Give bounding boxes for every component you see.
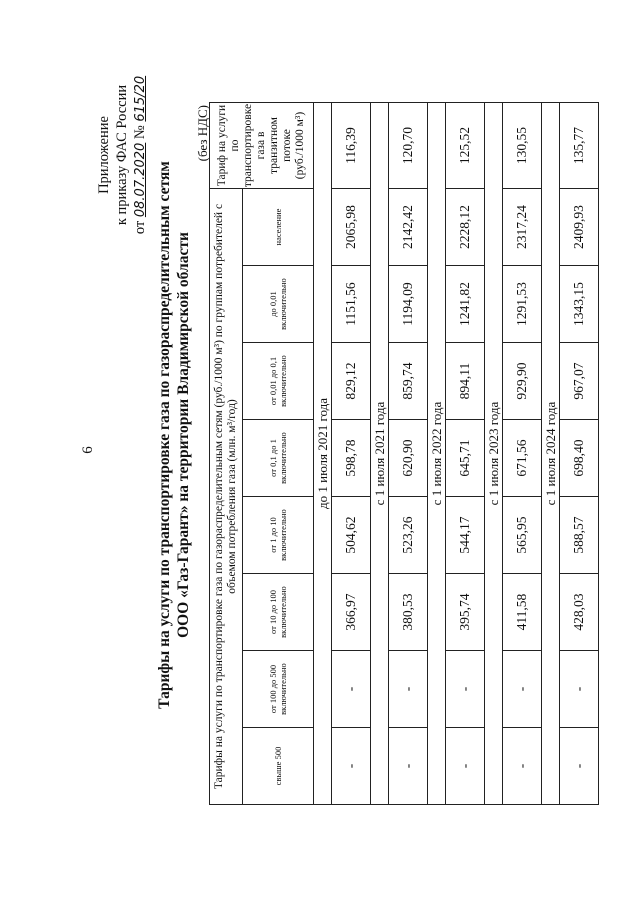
tariff-value: - — [389, 651, 428, 728]
table-row — [332, 103, 371, 805]
appendix-line2: к приказу ФАС России — [114, 84, 130, 226]
period-label: с 1 июля 2024 года — [542, 103, 560, 805]
tariff-value: 698,40 — [560, 420, 599, 497]
tariff-value: 967,07 — [560, 343, 599, 420]
transit-header: Тариф на услуги по транспортировке газа в транзитном потоке (руб./1000 м³) — [210, 103, 314, 189]
tariff-value: 1291,53 — [503, 266, 542, 343]
title-line2: ООО «Газ-Гарант» на территории Владимирской области — [175, 232, 192, 638]
tariff-value: 523,26 — [389, 497, 428, 574]
period-row — [485, 103, 503, 805]
appendix-block — [95, 55, 150, 255]
tariff-value: 1241,82 — [446, 266, 485, 343]
column-header: до 0,01 включительно — [243, 266, 314, 343]
tariff-value: - — [503, 728, 542, 805]
column-header: свыше 500 — [243, 728, 314, 805]
handwritten-date: 08.07.2020 — [133, 142, 148, 218]
tariff-value: - — [503, 651, 542, 728]
column-header: от 100 до 500 включительно — [243, 651, 314, 728]
tariff-value: 395,74 — [446, 574, 485, 651]
tariff-value: 366,97 — [332, 574, 371, 651]
column-header: от 10 до 100 включительно — [243, 574, 314, 651]
title-line1: Тарифы на услуги по транспортировке газа по газораспределительным сетям — [156, 161, 173, 709]
table-row — [503, 103, 542, 805]
tariff-value: 2409,93 — [560, 189, 599, 266]
tariff-value: - — [389, 728, 428, 805]
tariff-value: 2142,42 — [389, 189, 428, 266]
tariff-table — [209, 102, 599, 805]
period-label: с 1 июля 2023 года — [485, 103, 503, 805]
column-header: от 1 до 10 включительно — [243, 497, 314, 574]
period-row — [314, 103, 332, 805]
period-label: до 1 июля 2021 года — [314, 103, 332, 805]
tariff-value: - — [332, 728, 371, 805]
group-header: Тарифы на услуги по транспортировке газа по газораспределительным сетям (руб./1000 м³) по группам потребителей с объемом потребления газа (млн. м³/год) — [210, 189, 243, 805]
tariff-value: 2065,98 — [332, 189, 371, 266]
tariff-value: 1151,56 — [332, 266, 371, 343]
tariff-value: 829,12 — [332, 343, 371, 420]
table-row — [446, 103, 485, 805]
tariff-value: - — [332, 651, 371, 728]
tariff-value: 671,56 — [503, 420, 542, 497]
period-label: с 1 июля 2022 года — [428, 103, 446, 805]
column-header: население — [243, 189, 314, 266]
tariff-value: - — [446, 728, 485, 805]
appendix-from: от — [132, 220, 148, 235]
tariff-value: - — [560, 651, 599, 728]
table-body — [314, 103, 599, 805]
tariff-value: 1343,15 — [560, 266, 599, 343]
tariff-value: 929,90 — [503, 343, 542, 420]
period-row — [428, 103, 446, 805]
tariff-value: 135,77 — [560, 103, 599, 189]
handwritten-number: 615/20 — [133, 75, 148, 122]
table-row — [560, 103, 599, 805]
tariff-value: 428,03 — [560, 574, 599, 651]
number-sign: № — [132, 125, 148, 140]
tariff-value: 380,53 — [389, 574, 428, 651]
document-title — [155, 115, 193, 755]
tariff-value: 544,17 — [446, 497, 485, 574]
period-row — [542, 103, 560, 805]
page-number: 6 — [80, 446, 96, 454]
tariff-value: 620,90 — [389, 420, 428, 497]
column-header-row — [243, 103, 314, 805]
tariff-value: 116,39 — [332, 103, 371, 189]
period-label: с 1 июля 2021 года — [371, 103, 389, 805]
tariff-value: 125,52 — [446, 103, 485, 189]
column-header: от 0,01 до 0,1 включительно — [243, 343, 314, 420]
tariff-value: - — [446, 651, 485, 728]
tariff-value: 565,95 — [503, 497, 542, 574]
appendix-line3 — [131, 55, 150, 255]
tariff-value: 120,70 — [389, 103, 428, 189]
column-header: от 0,1 до 1 включительно — [243, 420, 314, 497]
tariff-value: 588,57 — [560, 497, 599, 574]
tariff-value: 504,62 — [332, 497, 371, 574]
tariff-value: 645,71 — [446, 420, 485, 497]
tariff-value: 1194,09 — [389, 266, 428, 343]
tariff-value: 2228,12 — [446, 189, 485, 266]
tariff-value: 2317,24 — [503, 189, 542, 266]
table-row — [389, 103, 428, 805]
tariff-value: 411,58 — [503, 574, 542, 651]
tariff-value: - — [560, 728, 599, 805]
appendix-line1: Приложение — [96, 116, 112, 194]
period-row — [371, 103, 389, 805]
tariff-value: 130,55 — [503, 103, 542, 189]
tariff-value: 894,11 — [446, 343, 485, 420]
vat-note: (без НДС) — [195, 105, 210, 162]
tariff-value: 859,74 — [389, 343, 428, 420]
tariff-value: 598,78 — [332, 420, 371, 497]
